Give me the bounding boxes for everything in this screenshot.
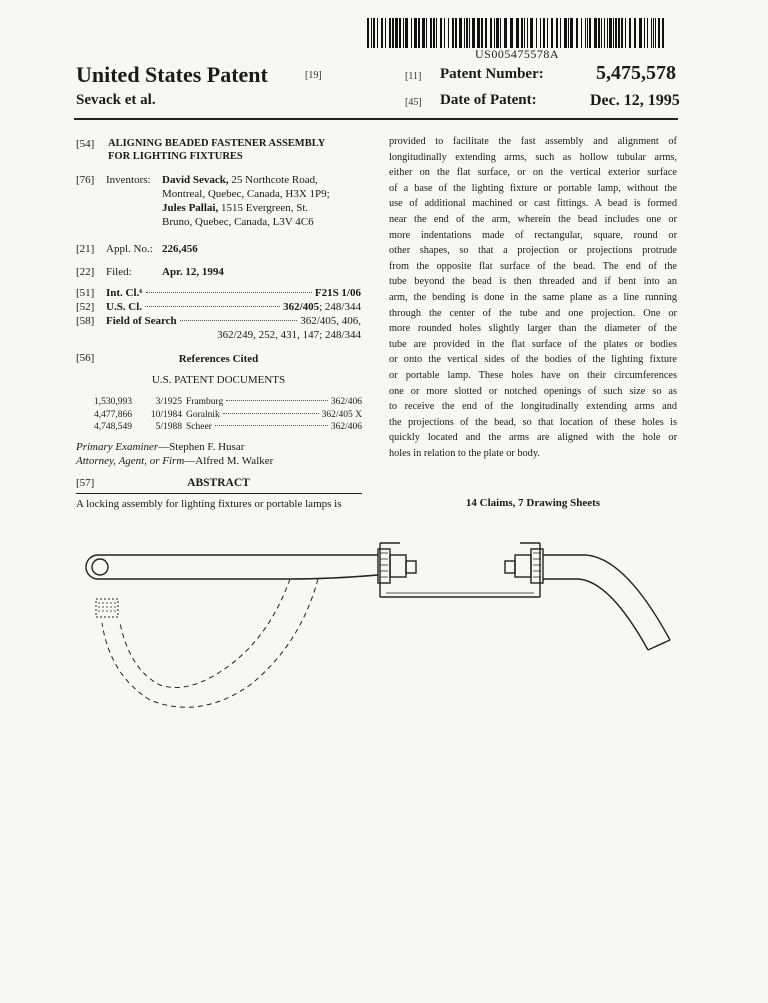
barcode-bar <box>621 18 623 48</box>
abstract-line: tube are provided in the flat surface of the plates or bodies <box>389 338 677 350</box>
ref-name: Scheer <box>186 422 212 432</box>
barcode-bar <box>625 18 626 48</box>
abstract-line: more rounded holes slightly larger than the diameter of the <box>389 323 677 335</box>
barcode-bar <box>494 18 495 48</box>
abstract-line: to receive the end of the longitudinally extending arms and <box>389 401 677 413</box>
barcode-bar <box>510 18 513 48</box>
barcode-bar <box>464 18 465 48</box>
primary-examiner-label: Primary Examiner <box>76 441 159 453</box>
barcode-bar <box>448 18 449 48</box>
barcode-bar <box>527 18 528 48</box>
barcode-bar <box>477 18 480 48</box>
barcode-bar <box>618 18 620 48</box>
barcode-bar <box>418 18 420 48</box>
barcode-bar <box>455 18 457 48</box>
field-of-search-value: 362/405, 406, <box>300 315 361 327</box>
header-rule <box>74 118 678 120</box>
attorney <box>76 454 273 468</box>
barcode-bar <box>436 18 437 48</box>
us-cl-label: U.S. Cl. <box>106 301 143 313</box>
ref-date: 5/1988 <box>155 422 182 432</box>
barcode-bar <box>399 18 401 48</box>
tag-57: [57] <box>76 477 95 489</box>
date-label: Date of Patent: <box>440 92 537 108</box>
barcode-bar <box>530 18 533 48</box>
barcode-bar <box>607 18 608 48</box>
barcode-bar <box>414 18 417 48</box>
barcode-bar <box>589 18 591 48</box>
date-tag: [45] <box>405 97 422 108</box>
barcode-bar <box>440 18 442 48</box>
invention-title-2: FOR LIGHTING FIXTURES <box>108 151 243 162</box>
abstract-line: the projections of the bead, so that location of these holes is <box>389 416 677 428</box>
barcode-bar <box>585 18 586 48</box>
ref-date: 3/1925 <box>155 397 182 407</box>
ref-number: 1,530,993 <box>94 397 132 407</box>
barcode-bar <box>403 18 404 48</box>
barcode-bar <box>655 18 656 48</box>
barcode-bar <box>564 18 567 48</box>
barcode-bar <box>629 18 631 48</box>
barcode-bar <box>581 18 582 48</box>
reference-row <box>94 409 362 422</box>
tag-22: [22] <box>76 266 95 278</box>
barcode-bar <box>377 18 378 48</box>
barcode-bar <box>373 18 375 48</box>
tag-52: [52] <box>76 301 95 313</box>
tag-54: [54] <box>76 138 95 150</box>
abstract-line: one or more slotted or notched openings of such size so as <box>389 385 677 397</box>
barcode <box>367 18 667 48</box>
abstract-line: tube beyond the bead is then threaded and if bent into an <box>389 276 677 288</box>
barcode-bar <box>411 18 412 48</box>
barcode-bar <box>662 18 664 48</box>
barcode-bar <box>422 18 425 48</box>
int-cl-value: F21S 1/06 <box>314 287 361 299</box>
barcode-bar <box>485 18 487 48</box>
tag-76: [76] <box>76 174 95 186</box>
appl-number: 226,456 <box>162 243 198 255</box>
attorney-label: Attorney, Agent, or Firm <box>76 455 185 467</box>
title-tag: [19] <box>305 70 322 81</box>
inventor-1 <box>162 173 318 187</box>
references-heading: References Cited <box>178 353 259 365</box>
barcode-bar <box>469 18 470 48</box>
abstract-rule <box>76 493 362 494</box>
inventor-2-address-2: Bruno, Quebec, Canada, L3V 4C6 <box>162 216 314 228</box>
int-cl-row <box>106 286 361 300</box>
patent-number-label: Patent Number: <box>440 66 544 82</box>
barcode-bar <box>524 18 525 48</box>
abstract-line: quickly located and the arms are aligned with the hole or <box>389 432 677 444</box>
ref-class: 362/405 X <box>321 409 362 420</box>
reference-row <box>94 396 362 409</box>
barcode-bar <box>385 18 386 48</box>
reference-list <box>94 396 362 434</box>
abstract-heading: ABSTRACT <box>187 477 250 489</box>
us-cl-value: 362/405 <box>283 301 320 313</box>
barcode-bar <box>490 18 492 48</box>
abstract-line: or portable lamp. These holes have on their circumferences <box>389 369 677 381</box>
barcode-bar <box>481 18 483 48</box>
barcode-bar <box>500 18 501 48</box>
barcode-bar <box>395 18 398 48</box>
barcode-bar <box>644 18 645 48</box>
inventor-1-address: 25 Northcote Road, <box>228 174 318 186</box>
field-of-search-value-2: 362/249, 252, 431, 147; 248/344 <box>217 329 361 341</box>
barcode-bar <box>543 18 545 48</box>
int-cl-label: Int. Cl.⁶ <box>106 287 143 299</box>
patent-number: 5,475,578 <box>596 62 676 84</box>
barcode-bar <box>466 18 468 48</box>
barcode-bar <box>613 18 614 48</box>
barcode-bar <box>568 18 569 48</box>
abstract-line: other shapes, so that a projection or projections protrude <box>389 245 677 257</box>
abstract-line: more indentations made of rectangular, square, round or <box>389 229 677 241</box>
tag-21: [21] <box>76 243 95 255</box>
ref-class: 362/406 <box>330 397 362 407</box>
barcode-bar <box>609 18 612 48</box>
field-of-search-label: Field of Search <box>106 315 177 327</box>
barcode-bar <box>433 18 435 48</box>
attorney-name: —Alfred M. Walker <box>184 455 274 467</box>
patent-date: Dec. 12, 1995 <box>590 92 680 109</box>
inventor-2 <box>162 201 308 215</box>
barcode-bar <box>472 18 475 48</box>
barcode-bar <box>367 18 369 48</box>
barcode-bar <box>452 18 454 48</box>
abstract-body <box>389 134 677 461</box>
ref-date: 10/1984 <box>150 409 182 420</box>
inventor-2-address: 1515 Evergreen, St. <box>218 202 309 214</box>
barcode-bar <box>653 18 654 48</box>
barcode-bar <box>615 18 617 48</box>
invention-title-1: ALIGNING BEADED FASTENER ASSEMBLY <box>108 138 326 149</box>
barcode-bar <box>634 18 636 48</box>
barcode-bar <box>516 18 519 48</box>
patent-title: United States Patent <box>76 62 268 87</box>
abstract-line: holes in relation to the plate or body. <box>389 447 540 459</box>
us-documents-heading: U.S. PATENT DOCUMENTS <box>151 374 286 386</box>
barcode-bar <box>444 18 445 48</box>
patent-number-tag: [11] <box>405 71 422 82</box>
inventor-1-name: David Sevack, <box>162 174 229 186</box>
abstract-line: use of additional machined or cast fittings. A bead is formed <box>389 198 677 210</box>
barcode-bar <box>459 18 462 48</box>
barcode-number: US005475578A <box>474 47 559 61</box>
inventors-label: Inventors: <box>106 174 151 186</box>
tag-51: [51] <box>76 287 95 299</box>
barcode-bar <box>556 18 558 48</box>
ref-class: 362/406 <box>330 422 362 432</box>
abstract-line: arm, the bending is done in the same plane as a line running <box>389 291 677 303</box>
barcode-bar <box>547 18 548 48</box>
barcode-bar <box>651 18 652 48</box>
filed-date: Apr. 12, 1994 <box>162 266 224 278</box>
ref-number: 4,477,866 <box>94 409 132 420</box>
abstract-line: provided to facilitate the fast assembly and alignment of <box>389 136 677 147</box>
barcode-bar <box>560 18 561 48</box>
field-of-search-row <box>106 314 361 328</box>
tag-58: [58] <box>76 315 95 327</box>
barcode-bar <box>639 18 642 48</box>
filed-label: Filed: <box>106 266 132 278</box>
patent-drawing-figure <box>80 535 680 735</box>
barcode-bar <box>496 18 499 48</box>
primary-examiner <box>76 440 244 454</box>
ref-name: Framburg <box>186 397 224 407</box>
barcode-bar <box>430 18 432 48</box>
abstract-line: of a base of the lighting fixture or portable lamp, without the <box>389 182 677 194</box>
barcode-bar <box>405 18 408 48</box>
abstract-line: through the center of the tube and one projection. One or <box>389 307 677 319</box>
primary-examiner-name: —Stephen F. Husar <box>158 441 245 453</box>
barcode-bar <box>587 18 588 48</box>
barcode-bar <box>426 18 427 48</box>
inventor-short: Sevack et al. <box>76 92 156 108</box>
ref-name: Goralnik <box>186 409 220 420</box>
barcode-bar <box>536 18 537 48</box>
us-cl-row <box>106 300 361 314</box>
barcode-bar <box>521 18 523 48</box>
barcode-bar <box>598 18 600 48</box>
barcode-bar <box>389 18 391 48</box>
abstract-line: longitudinally extending arms, such as hollow tubular arms, <box>389 151 677 163</box>
abstract-start: A locking assembly for lighting fixtures or portable lamps is <box>76 498 342 510</box>
barcode-bar <box>594 18 597 48</box>
barcode-bar <box>540 18 541 48</box>
inventor-1-address-2: Montreal, Quebec, Canada, H3X 1P9; <box>162 188 330 200</box>
abstract-line: or onto the vertical sides of the bodies of the lighting fixture <box>389 354 677 366</box>
us-cl-value-rest: ; 248/344 <box>319 301 361 313</box>
barcode-bar <box>371 18 372 48</box>
barcode-bar <box>604 18 605 48</box>
barcode-bar <box>658 18 660 48</box>
appl-label: Appl. No.: <box>106 243 153 255</box>
inventor-2-name: Jules Pallai, <box>162 202 219 214</box>
barcode-bar <box>551 18 553 48</box>
barcode-bar <box>504 18 507 48</box>
barcode-bar <box>570 18 573 48</box>
ref-number: 4,748,549 <box>94 422 132 432</box>
barcode-bar <box>381 18 383 48</box>
abstract-line: either on the flat surface, or on the vertical exterior surface <box>389 167 677 179</box>
claims-summary: 14 Claims, 7 Drawing Sheets <box>465 497 601 509</box>
barcode-bar <box>601 18 602 48</box>
abstract-line: from the opposite flat surface of the bead. The end of the <box>389 260 677 272</box>
reference-row <box>94 421 362 434</box>
abstract-line: near the end of the arm, wherein the bead includes one or <box>389 213 677 225</box>
barcode-bar <box>392 18 394 48</box>
barcode-bar <box>576 18 578 48</box>
tag-56: [56] <box>76 352 95 364</box>
barcode-bar <box>647 18 648 48</box>
